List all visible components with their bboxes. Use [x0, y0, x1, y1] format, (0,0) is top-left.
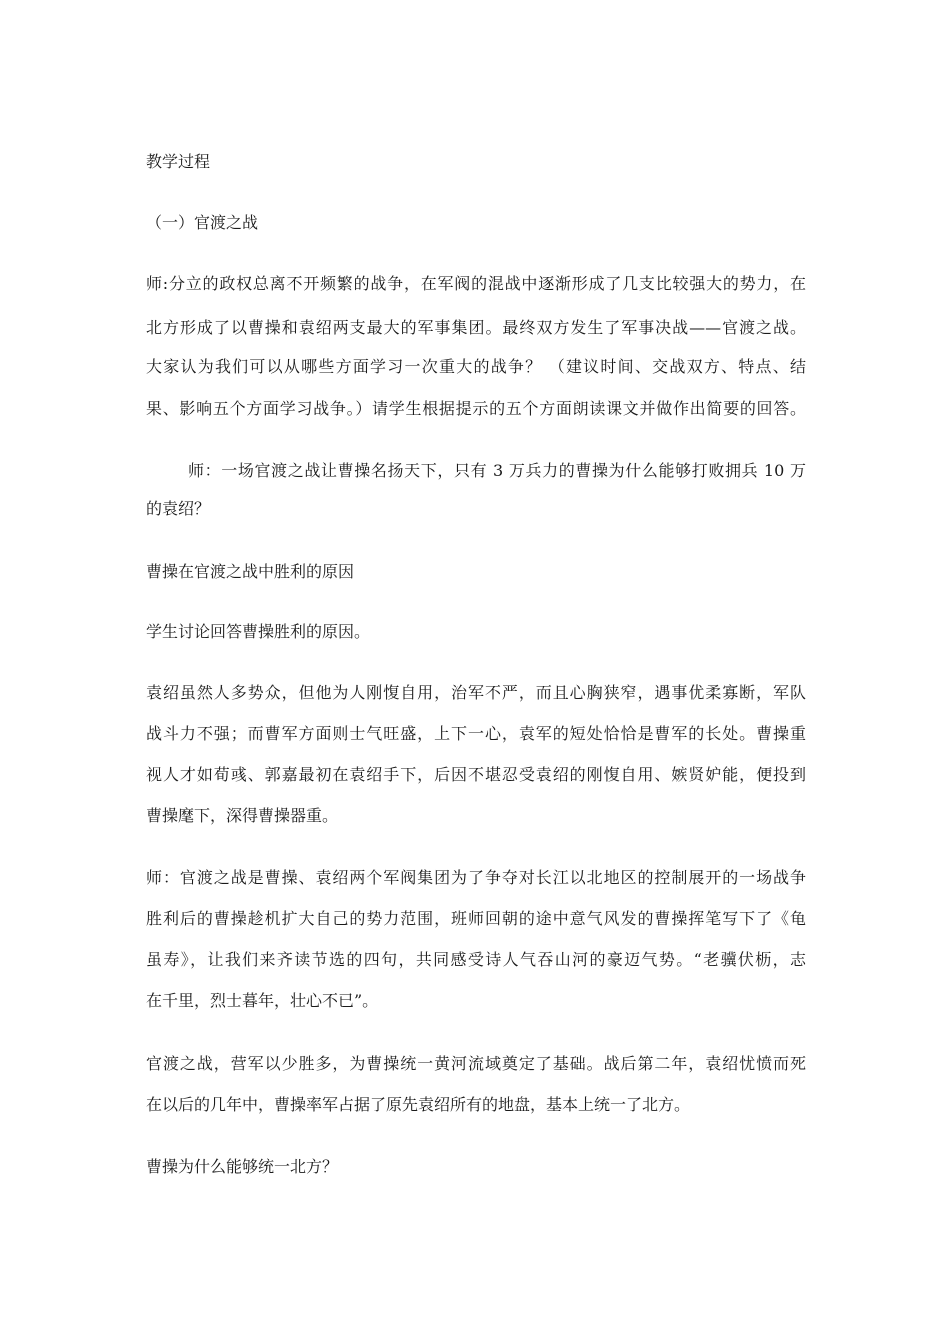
section-title-guandu: （一）官渡之战 [146, 213, 259, 232]
closing-question: 曹操为什么能够统一北方？ [146, 1157, 339, 1176]
paragraph-line: 师：官渡之战是曹操、袁绍两个军阀集团为了争夺对长江以北地区的控制展开的一场战争 [146, 868, 806, 887]
paragraph-line: 虽寿》，让我们来齐读节选的四句，共同感受诗人气吞山河的豪迈气势。“老骥伏枥，志 [146, 950, 806, 969]
paragraph-line: 袁绍虽然人多势众，但他为人刚愎自用，治军不严，而且心胸狭窄，遇事优柔寡断，军队 [146, 683, 806, 702]
paragraph-line: 曹操麾下，深得曹操器重。 [146, 806, 339, 825]
paragraph-line: 官渡之战，营军以少胜多，为曹操统一黄河流域奠定了基础。战后第二年，袁绍忧愤而死 [146, 1054, 806, 1073]
paragraph-line: 师:分立的政权总离不开频繁的战争，在军阀的混战中逐渐形成了几支比较强大的势力，在 [146, 274, 806, 293]
paragraph-line: 在以后的几年中，曹操率军占据了原先袁绍所有的地盘，基本上统一了北方。 [146, 1095, 691, 1114]
paragraph-line: 大家认为我们可以从哪些方面学习一次重大的战争？ （建议时间、交战双方、特点、结 [146, 357, 806, 376]
paragraph-line: 师：一场官渡之战让曹操名扬天下，只有 3 万兵力的曹操为什么能够打败拥兵 10 万 [188, 461, 806, 480]
paragraph-line: 胜利后的曹操趁机扩大自己的势力范围，班师回朝的途中意气风发的曹操挥笔写下了《龟 [146, 909, 806, 928]
heading-teaching-process: 教学过程 [146, 152, 211, 171]
paragraph-line: 视人才如荀彧、郭嘉最初在袁绍手下，后因不堪忍受袁绍的刚愎自用、嫉贤妒能，便投到 [146, 765, 806, 784]
paragraph-line: 果、影响五个方面学习战争。）请学生根据提示的五个方面朗读课文并做作出简要的回答。 [146, 399, 806, 418]
paragraph-line: 北方形成了以曹操和袁绍两支最大的军事集团。最终双方发生了军事决战——官渡之战。 [146, 318, 806, 337]
paragraph-line: 在千里，烈士暮年，壮心不已”。 [146, 991, 379, 1010]
paragraph-line: 的袁绍？ [146, 499, 211, 518]
paragraph-line: 战斗力不强；而曹军方面则士气旺盛，上下一心，袁军的短处恰恰是曹军的长处。曹操重 [146, 724, 806, 743]
paragraph-discussion: 学生讨论回答曹操胜利的原因。 [146, 622, 371, 641]
subheading-victory-reasons: 曹操在官渡之战中胜利的原因 [146, 562, 355, 581]
